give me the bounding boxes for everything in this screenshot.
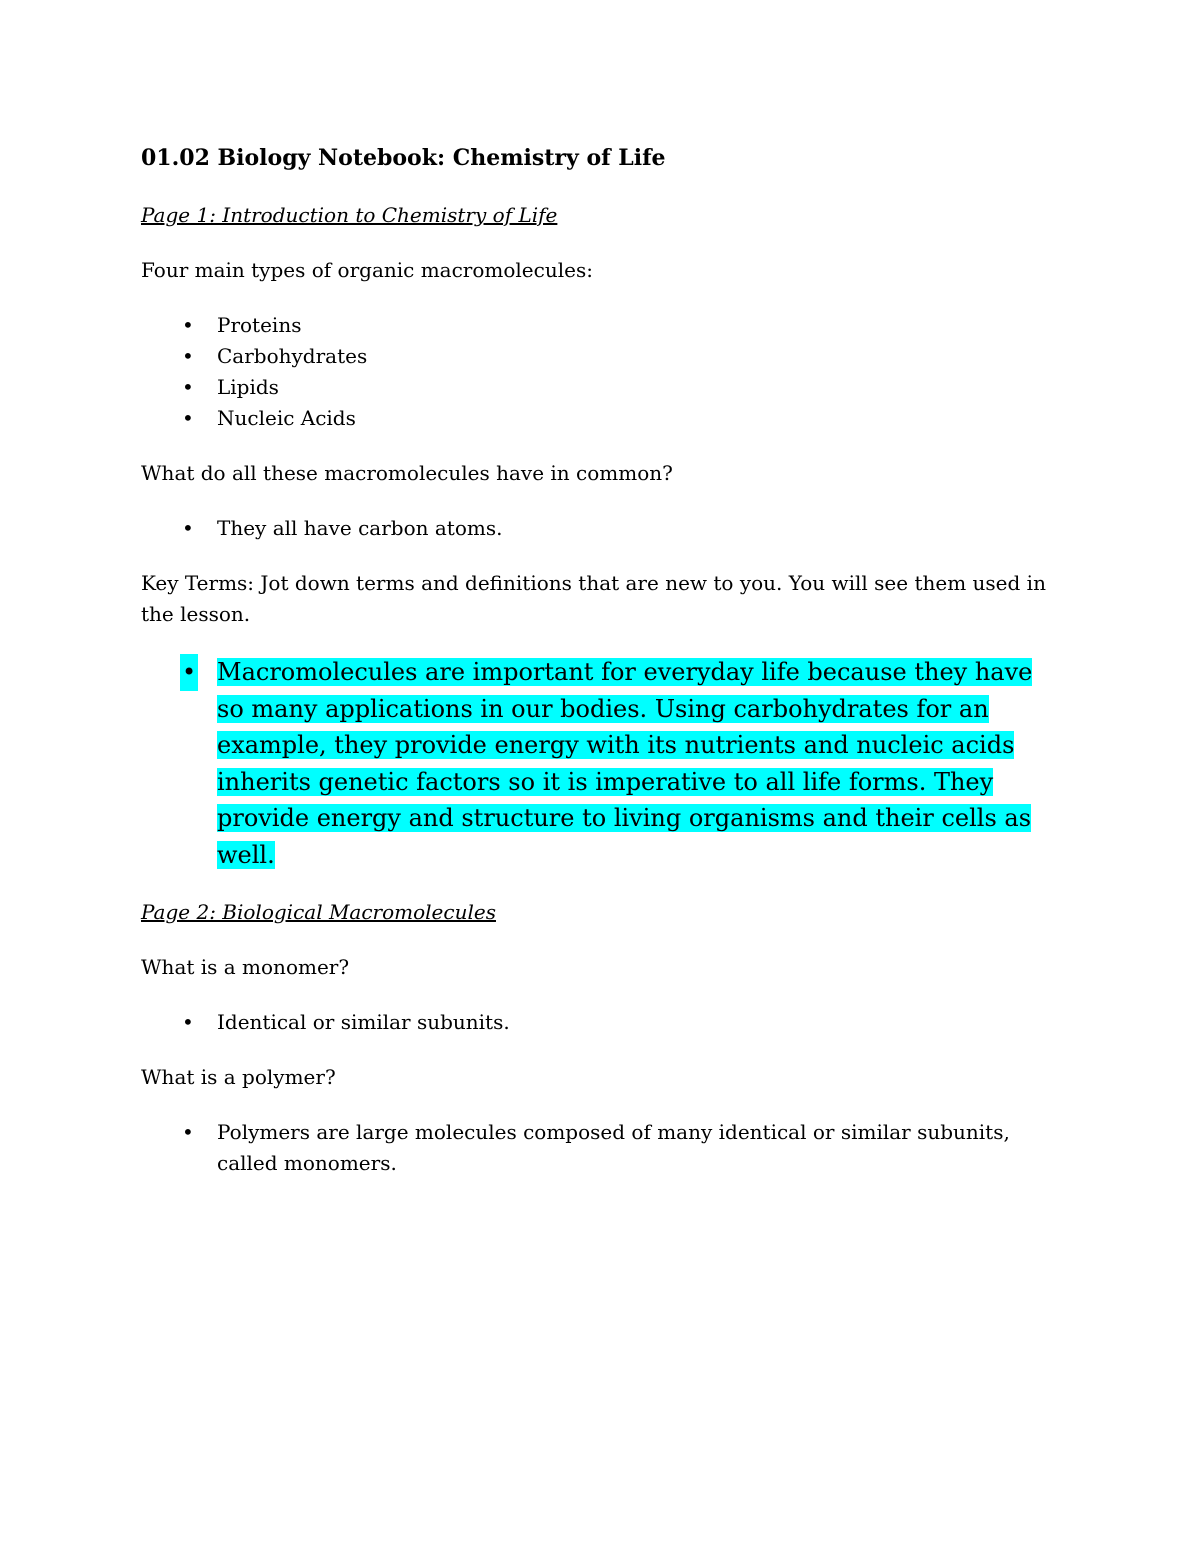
list-item-label: Nucleic Acids — [217, 406, 356, 430]
list-item-label: Proteins — [217, 313, 302, 337]
list-item — [141, 310, 1061, 341]
list-item — [141, 654, 1061, 873]
list-item — [141, 513, 1061, 544]
document-title: 01.02 Biology Notebook: Chemistry of Life — [141, 145, 666, 171]
bullet-icon: • — [182, 313, 194, 337]
monomer-answer-list — [141, 1007, 1061, 1038]
list-item — [141, 1007, 1061, 1038]
list-item — [141, 403, 1061, 434]
page2-heading: Page 2: Biological Macromolecules — [141, 900, 496, 924]
bullet-icon: • — [180, 654, 198, 691]
answer-text: Polymers are large molecules composed of many identical or similar subunits, called monomers. — [217, 1120, 1010, 1175]
macromolecule-types-list — [141, 310, 1061, 434]
polymer-answer-list — [141, 1117, 1061, 1179]
page1-question-common: What do all these macromolecules have in common? — [141, 461, 673, 485]
bullet-icon: • — [182, 1120, 194, 1144]
list-item — [141, 372, 1061, 403]
key-terms-prompt: Key Terms: Jot down terms and definitions that are new to you. You will see them used in the lesson. — [141, 571, 1046, 626]
page2-question-monomer: What is a monomer? — [141, 955, 350, 979]
page1-question-types: Four main types of organic macromolecules: — [141, 258, 593, 282]
key-terms-answer-text: Macromolecules are important for everyday life because they have so many applications in our bodies. Using carbohydrates for an example, they provide energy with its nutrients and nucleic acids inherits genetic factors so it is imperative to all life forms. They provide energy and structure to living organisms and their cells as well. — [217, 658, 1033, 869]
page1-heading: Page 1: Introduction to Chemistry of Life — [141, 203, 558, 227]
bullet-icon: • — [182, 344, 194, 368]
bullet-icon: • — [182, 1010, 194, 1034]
list-item-label: Lipids — [217, 375, 279, 399]
key-terms-answer-list — [141, 654, 1061, 873]
common-answer-list — [141, 513, 1061, 544]
page2-question-polymer: What is a polymer? — [141, 1065, 336, 1089]
bullet-icon: • — [182, 375, 194, 399]
bullet-icon: • — [182, 406, 194, 430]
answer-text: Identical or similar subunits. — [217, 1010, 510, 1034]
answer-text: They all have carbon atoms. — [217, 516, 503, 540]
bullet-icon: • — [182, 516, 194, 540]
list-item-label: Carbohydrates — [217, 344, 368, 368]
list-item — [141, 341, 1061, 372]
list-item — [141, 1117, 1061, 1179]
document-content — [141, 140, 1061, 1203]
